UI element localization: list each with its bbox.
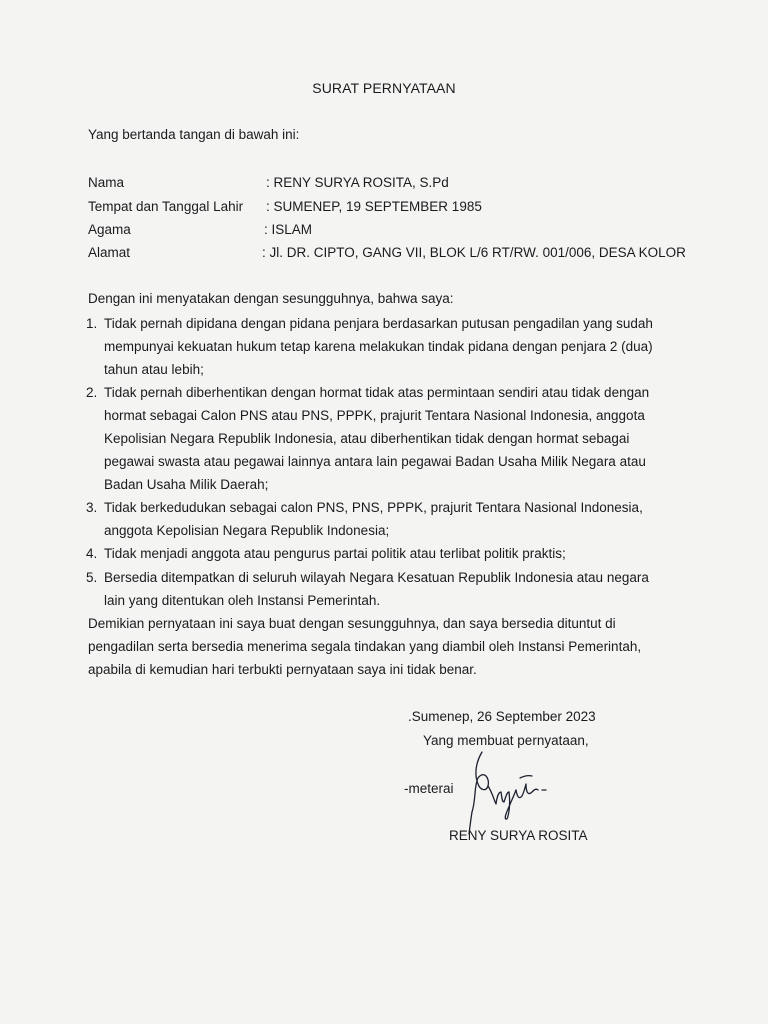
identity-label: Alamat [88, 245, 131, 260]
closing-line: Demikian pernyataan ini saya buat dengan sesungguhnya, dan saya bersedia dituntut di [88, 616, 616, 631]
maker-label: Yang membuat pernyataan, [423, 733, 589, 748]
identity-value: : ISLAM [264, 222, 313, 237]
identity-value: : Jl. DR. CIPTO, GANG VII, BLOK L/6 RT/RW. 001/006, DESA KOLOR [262, 245, 686, 260]
item-number: 2. [86, 385, 98, 400]
identity-row-address [88, 245, 686, 260]
identity-row-birth [88, 199, 482, 214]
identity-row-religion [88, 222, 313, 237]
item-line: Tidak pernah dipidana dengan pidana penjara berdasarkan putusan pengadilan yang sudah [104, 316, 653, 331]
item-line: tahun atau lebih; [104, 362, 204, 377]
item-number: 4. [86, 546, 98, 561]
item-line: Tidak pernah diberhentikan dengan hormat tidak atas permintaan sendiri atau tidak dengan [104, 385, 650, 400]
closing-line: apabila di kemudian hari terbukti pernyataan saya ini tidak benar. [88, 662, 477, 677]
identity-label: Nama [88, 175, 125, 190]
item-line: Bersedia ditempatkan di seluruh wilayah Negara Kesatuan Republik Indonesia atau negara [104, 570, 649, 585]
identity-label: Agama [88, 222, 131, 237]
item-line: anggota Kepolisian Negara Republik Indonesia; [104, 523, 390, 538]
item-number: 3. [86, 500, 98, 515]
item-line: Kepolisian Negara Republik Indonesia, atau diberhentikan tidak dengan hormat sebagai [104, 431, 630, 446]
item-line: Tidak berkedudukan sebagai calon PNS, PNS, PPPK, prajurit Tentara Nasional Indonesia, [104, 500, 643, 515]
item-line: Badan Usaha Milik Daerah; [104, 477, 269, 492]
intro-text: Yang bertanda tangan di bawah ini: [88, 127, 300, 142]
document-title: SURAT PERNYATAAN [312, 80, 456, 96]
item-number: 5. [86, 570, 98, 585]
identity-label: Tempat dan Tanggal Lahir [88, 199, 244, 214]
item-number: 1. [86, 316, 98, 331]
place-date: .Sumenep, 26 September 2023 [408, 709, 596, 724]
statement-lead: Dengan ini menyatakan dengan sesungguhnya, bahwa saya: [88, 291, 454, 306]
meterai-label: -meterai [404, 781, 454, 796]
item-line: mempunyai kekuatan hukum tetap karena melakukan tindak pidana dengan penjara 2 (dua) [104, 339, 653, 354]
item-line: pegawai swasta atau pegawai lainnya antara lain pegawai Badan Usaha Milik Negara atau [104, 454, 646, 469]
item-line: hormat sebagai Calon PNS atau PNS, PPPK, prajurit Tentara Nasional Indonesia, anggota [104, 408, 645, 423]
identity-row-name [88, 175, 449, 190]
item-line: Tidak menjadi anggota atau pengurus partai politik atau terlibat politik praktis; [104, 546, 566, 561]
identity-value: : RENY SURYA ROSITA, S.Pd [266, 175, 449, 190]
closing-line: pengadilan serta bersedia menerima segala tindakan yang diambil oleh Instansi Pemerintah, [88, 639, 642, 654]
handwritten-signature [466, 748, 550, 840]
item-line: lain yang ditentukan oleh Instansi Pemerintah. [104, 593, 381, 608]
identity-value: : SUMENEP, 19 SEPTEMBER 1985 [266, 199, 482, 214]
signer-name: RENY SURYA ROSITA [449, 828, 588, 843]
